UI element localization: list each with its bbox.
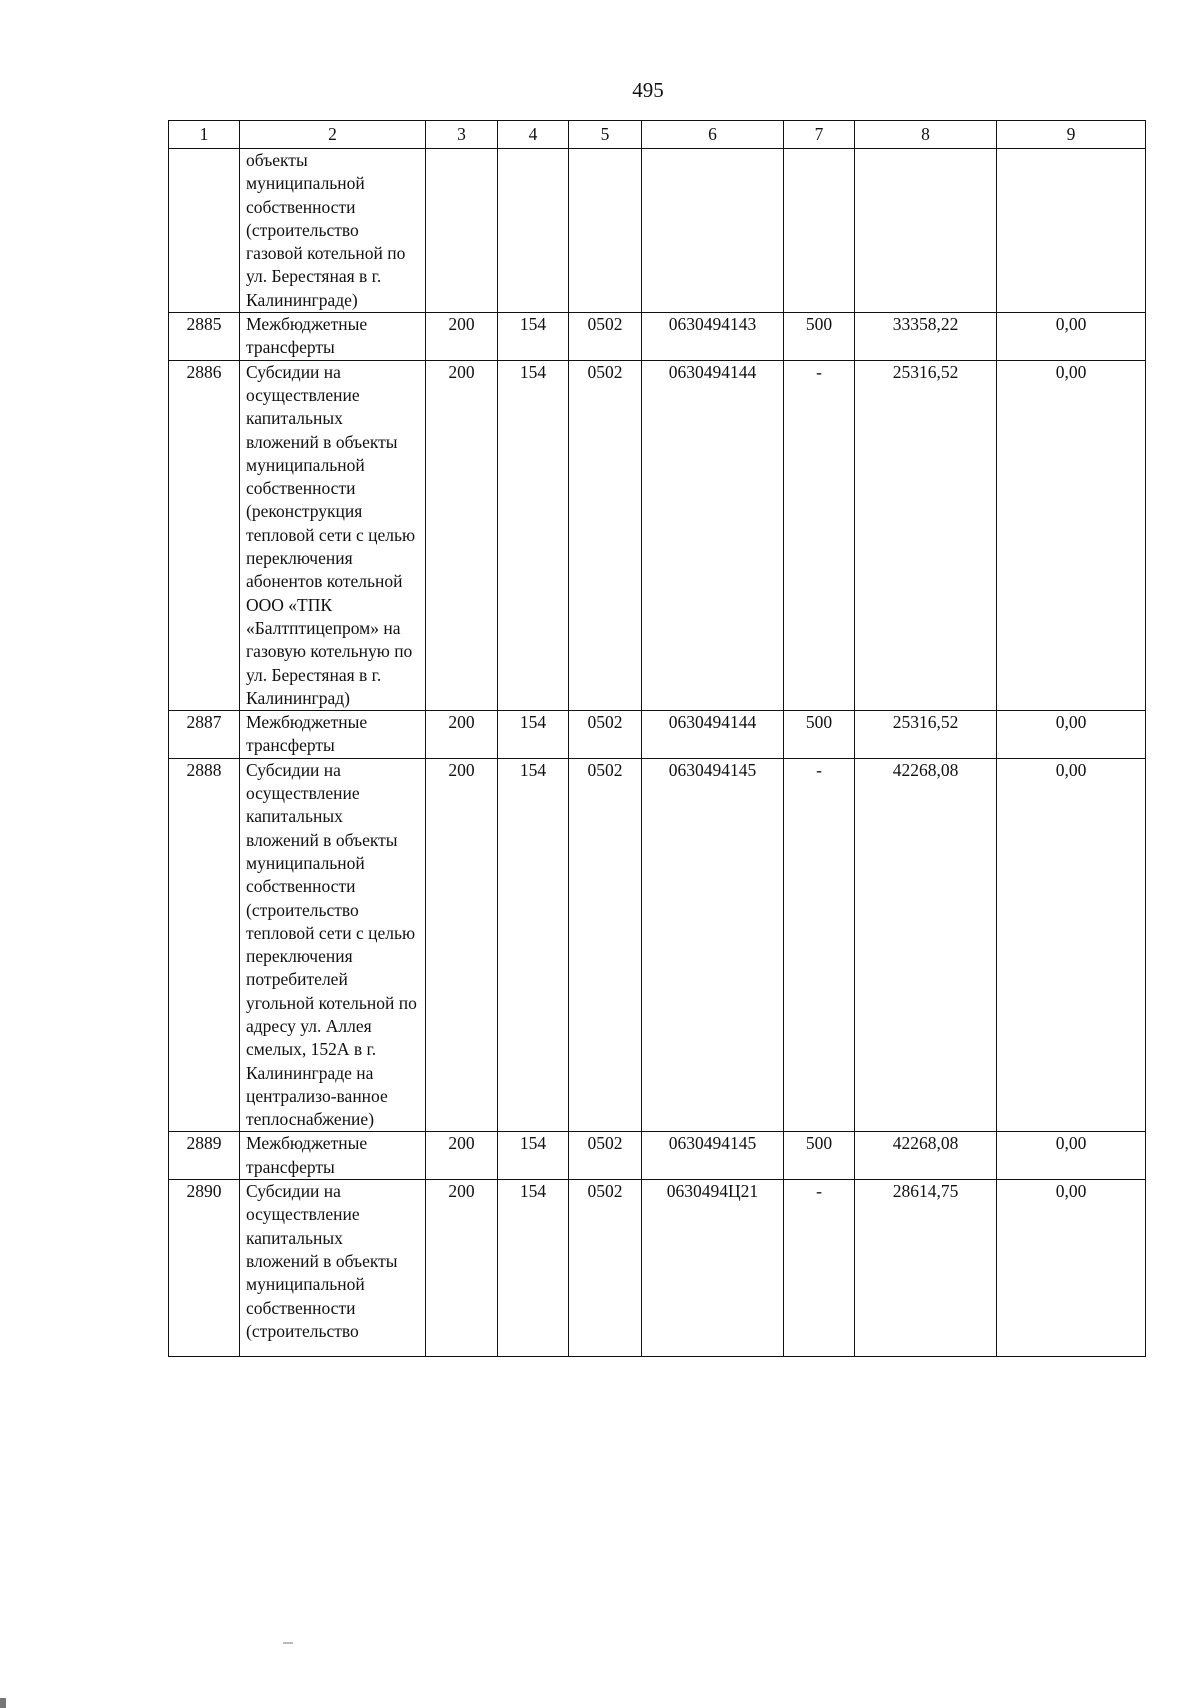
table-row	[169, 758, 1146, 1132]
row-number-cell: 2886	[169, 360, 240, 710]
cell-col4: 154	[498, 360, 569, 710]
cell-col6: 0630494144	[642, 360, 784, 710]
cell-col3: 200	[426, 313, 498, 361]
cell-col4: 154	[498, 1132, 569, 1180]
cell-col9: 0,00	[997, 313, 1146, 361]
cell-col5: 0502	[569, 711, 642, 759]
cell-col5: 0502	[569, 313, 642, 361]
row-number-cell: 2888	[169, 758, 240, 1132]
table-row	[169, 149, 1146, 313]
cell-col8: 42268,08	[855, 758, 997, 1132]
description-cell: Межбюджетные трансферты	[240, 313, 426, 361]
table-row	[169, 1180, 1146, 1357]
cell-col4: 154	[498, 313, 569, 361]
cell-col8: 25316,52	[855, 360, 997, 710]
description-cell: Межбюджетные трансферты	[240, 1132, 426, 1180]
cell-col4: 154	[498, 711, 569, 759]
cell-col7: 500	[784, 313, 855, 361]
cell-col5: 0502	[569, 758, 642, 1132]
column-header: 1	[169, 121, 240, 149]
row-number-cell: 2890	[169, 1180, 240, 1357]
cell-col6: 0630494144	[642, 711, 784, 759]
column-header: 6	[642, 121, 784, 149]
table-row	[169, 711, 1146, 759]
description-cell: объекты муниципальной собственности (строительство газовой котельной по ул. Берестяная в г. Калининграде)	[240, 149, 426, 313]
table-row	[169, 360, 1146, 710]
cell-col6: 0630494145	[642, 758, 784, 1132]
cell-col5: 0502	[569, 360, 642, 710]
column-header: 7	[784, 121, 855, 149]
cell-col8	[855, 149, 997, 313]
cell-col3: 200	[426, 1180, 498, 1357]
cell-col5: 0502	[569, 1132, 642, 1180]
cell-col9	[997, 149, 1146, 313]
cell-col6: 0630494145	[642, 1132, 784, 1180]
description-cell: Субсидии на осуществление капитальных вложений в объекты муниципальной собственности (строительство тепловой сети с целью переключения потребителей угольной котельной по адресу ул. Аллея смелых, 152А в г. Калининграде на централизо-ванное теплоснабжение)	[240, 758, 426, 1132]
description-cell: Межбюджетные трансферты	[240, 711, 426, 759]
cell-col3: 200	[426, 1132, 498, 1180]
cell-col9: 0,00	[997, 758, 1146, 1132]
cell-col3: 200	[426, 711, 498, 759]
cell-col8: 28614,75	[855, 1180, 997, 1357]
cell-col7: -	[784, 360, 855, 710]
table-row	[169, 313, 1146, 361]
cell-col4: 154	[498, 1180, 569, 1357]
cell-col4	[498, 149, 569, 313]
description-cell: Субсидии на осуществление капитальных вложений в объекты муниципальной собственности (строительство	[240, 1180, 426, 1357]
row-number-cell: 2885	[169, 313, 240, 361]
column-header: 2	[240, 121, 426, 149]
column-header: 9	[997, 121, 1146, 149]
cell-col6: 0630494Ц21	[642, 1180, 784, 1357]
cell-col3: 200	[426, 360, 498, 710]
cell-col9: 0,00	[997, 1180, 1146, 1357]
cell-col3: 200	[426, 758, 498, 1132]
cell-col7: 500	[784, 1132, 855, 1180]
cell-col7: -	[784, 758, 855, 1132]
page-number: 495	[632, 78, 664, 102]
cell-col8: 33358,22	[855, 313, 997, 361]
column-header: 8	[855, 121, 997, 149]
cell-col8: 25316,52	[855, 711, 997, 759]
description-cell: Субсидии на осуществление капитальных вложений в объекты муниципальной собственности (реконструкция тепловой сети с целью переключения абонентов котельной ООО «ТПК «Балтптицепром» на газовую котельную по ул. Берестяная в г. Калининград)	[240, 360, 426, 710]
column-header: 4	[498, 121, 569, 149]
cell-col7: -	[784, 1180, 855, 1357]
cell-col5: 0502	[569, 1180, 642, 1357]
row-number-cell: 2887	[169, 711, 240, 759]
cell-col8: 42268,08	[855, 1132, 997, 1180]
column-header: 3	[426, 121, 498, 149]
table-row	[169, 1132, 1146, 1180]
cell-col4: 154	[498, 758, 569, 1132]
budget-table	[168, 120, 1146, 1357]
cell-col7: 500	[784, 711, 855, 759]
cell-col9: 0,00	[997, 360, 1146, 710]
cell-col3	[426, 149, 498, 313]
cell-col5	[569, 149, 642, 313]
scan-artifact	[283, 1642, 293, 1644]
table-header-row	[169, 121, 1146, 149]
cell-col9: 0,00	[997, 1132, 1146, 1180]
column-header: 5	[569, 121, 642, 149]
row-number-cell: 2889	[169, 1132, 240, 1180]
cell-col9: 0,00	[997, 711, 1146, 759]
cell-col7	[784, 149, 855, 313]
scan-artifact	[0, 1698, 6, 1708]
cell-col6	[642, 149, 784, 313]
row-number-cell	[169, 149, 240, 313]
cell-col6: 0630494143	[642, 313, 784, 361]
